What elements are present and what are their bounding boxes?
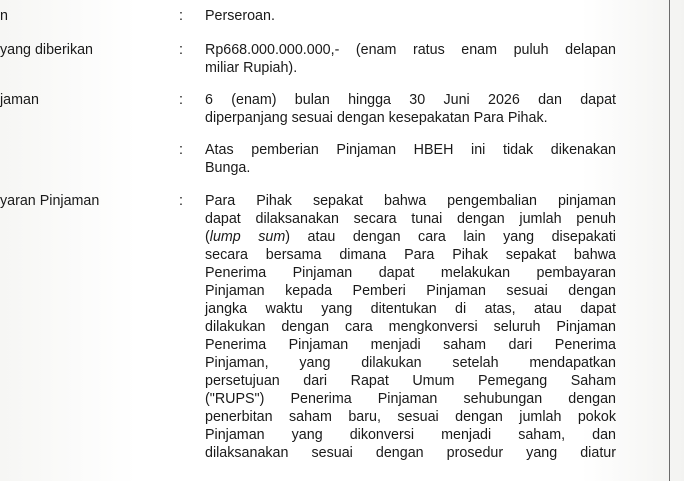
term-value [205, 141, 616, 177]
value-line: miliar Rupiah). [205, 60, 298, 76]
value-line: (lump sum) atau dengan cara lain yang disepakati [205, 229, 616, 245]
value-line: Atas pemberian Pinjaman HBEH ini tidak dikenakan [205, 142, 616, 158]
value-line: Para Pihak sepakat bahwa pengembalian pinjaman [205, 193, 616, 209]
value-line: Rp668.000.000.000,- (enam ratus enam puluh delapan [205, 42, 616, 58]
value-line: Perseroan. [205, 8, 275, 24]
value-line: ("RUPS") Penerima Pinjaman sehubungan dengan [205, 391, 616, 407]
colon-separator: : [179, 92, 183, 108]
term-label: yang diberikan [0, 42, 93, 58]
value-line: Pinjaman yang dikonversi menjadi saham, dan [205, 427, 616, 443]
value-line: dilaksanakan sesuai dengan prosedur yang diatur [205, 445, 616, 461]
term-value [205, 7, 616, 25]
value-line: dapat dilaksanakan secara tunai dengan jumlah penuh [205, 211, 616, 227]
value-line: Pinjaman, yang dilakukan setelah mendapatkan [205, 355, 616, 371]
value-line: Penerima Pinjaman menjadi saham dari Penerima [205, 337, 616, 353]
colon-separator: : [179, 8, 183, 24]
value-line: dilakukan dengan cara mengkonversi seluruh Pinjaman [205, 319, 616, 335]
term-label: n [0, 8, 8, 24]
value-line: jangka waktu yang ditentukan di atas, atau dapat [205, 301, 616, 317]
page-edge-line [669, 0, 670, 481]
colon-separator: : [179, 142, 183, 158]
value-line: Bunga. [205, 160, 251, 176]
term-value [205, 91, 616, 127]
value-line: persetujuan dari Rapat Umum Pemegang Saham [205, 373, 616, 389]
value-line: diperpanjang sesuai dengan kesepakatan Para Pihak. [205, 110, 548, 126]
term-label: jaman [0, 92, 39, 108]
value-line: Pinjaman kepada Pemberi Pinjaman sesuai dengan [205, 283, 616, 299]
value-line: 6 (enam) bulan hingga 30 Juni 2026 dan dapat [205, 92, 616, 108]
term-value [205, 192, 616, 462]
value-line: penerbitan saham baru, sesuai dengan jumlah pokok [205, 409, 616, 425]
term-value [205, 41, 616, 77]
term-label: yaran Pinjaman [0, 193, 100, 209]
colon-separator: : [179, 42, 183, 58]
value-line: Penerima Pinjaman dapat melakukan pembayaran [205, 265, 616, 281]
value-line: secara bersama dimana Para Pihak sepakat bahwa [205, 247, 616, 263]
colon-separator: : [179, 193, 183, 209]
